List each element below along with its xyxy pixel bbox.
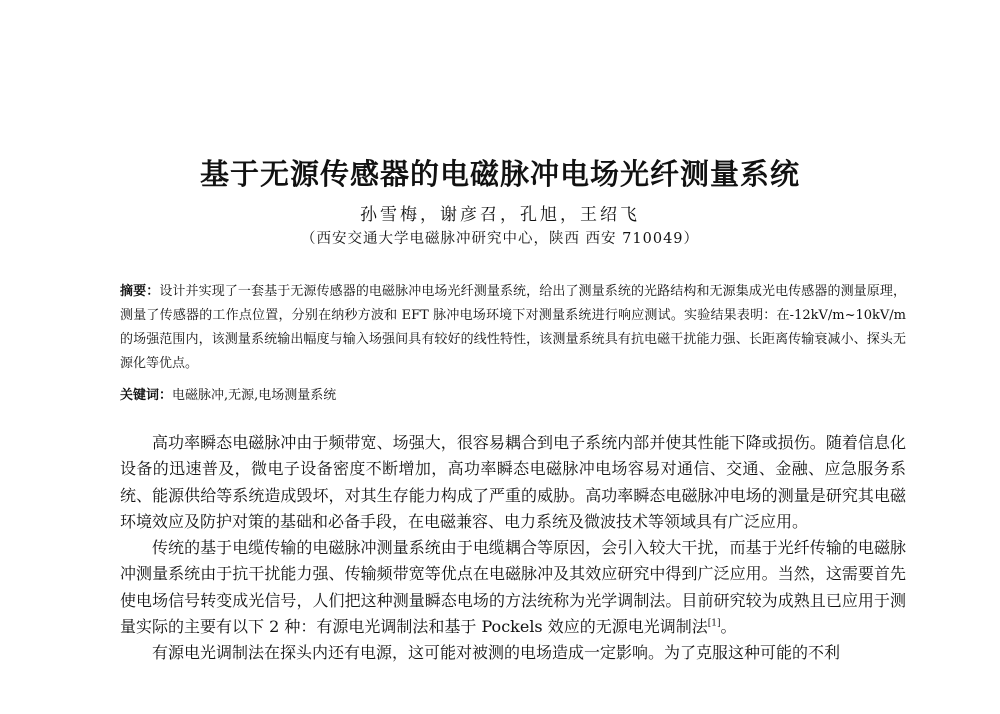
- keywords-label: 关键词：: [120, 388, 173, 403]
- paragraph-1: 高功率瞬态电磁脉冲由于频带宽、场强大，很容易耦合到电子系统内部并使其性能下降或损伤。随着信息化设备的迅速普及，微电子设备密度不断增加，高功率瞬态电磁脉冲电场容易对通信、交通、金融、应急服务系统、能源供给等系统造成毁坏，对其生存能力构成了严重的威胁。高功率瞬态电磁脉冲电场的测量是研究其电磁环境效应及防护对策的基础和必备手段，在电磁兼容、电力系统及微波技术等领域具有广泛应用。: [120, 433, 906, 531]
- paragraph-2: [120, 535, 906, 640]
- keywords-text: 电磁脉冲,无源,电场测量系统: [172, 388, 337, 403]
- paper-title: 基于无源传感器的电磁脉冲电场光纤测量系统: [199, 157, 800, 191]
- affiliation: （西安交通大学电磁脉冲研究中心，陕西 西安 710049）: [300, 231, 700, 247]
- abstract-text: 设计并实现了一套基于无源传感器的电磁脉冲电场光纤测量系统，给出了测量系统的光路结构和无源集成光电传感器的测量原理，测量了传感器的工作点位置，分别在纳秒方波和 EFT 脉冲电场环境下对测量系统进行响应测试。实验结果表明：在-12kV/m~10kV/m 的场强范围内，该测量系统输出幅度与输入场强间具有较好的线性特性，该测量系统具有抗电磁干扰能力强、长距离传输衰减小、探头无源化等优点。: [120, 284, 906, 371]
- abstract: [120, 280, 906, 376]
- citation-ref[interactable]: [1]: [707, 618, 721, 629]
- paragraph-2-text: 传统的基于电缆传输的电磁脉冲测量系统由于电缆耦合等原因，会引入较大干扰，而基于光纤传输的电磁脉冲测量系统由于抗干扰能力强、传输频带宽等优点在电磁脉冲及其效应研究中得到广泛应用。当然，这需要首先使电场信号转变成光信号，人们把这种测量瞬态电场的方法统称为光学调制法。目前研究较为成熟且已应用于测量实际的主要有以下 2 种：有源电光调制法和基于 Pockels 效应的无源电光调制法: [120, 538, 906, 637]
- abstract-label: 摘要：: [120, 284, 160, 299]
- keywords: [120, 384, 906, 408]
- author-list: 孙雪梅，谢彦召，孔旭，王绍飞: [360, 205, 640, 225]
- paragraph-3: 有源电光调制法在探头内还有电源，这可能对被测的电场造成一定影响。为了克服这种可能的不利: [152, 643, 841, 663]
- body-text: [120, 430, 906, 667]
- paragraph-2-end: 。: [720, 617, 737, 637]
